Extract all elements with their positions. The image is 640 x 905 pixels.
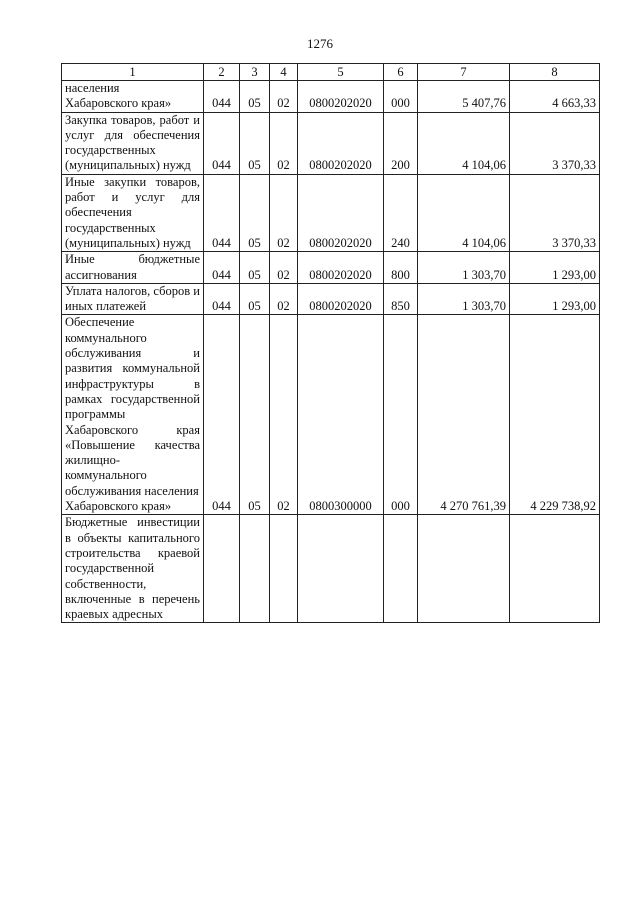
header-col-7: 7: [418, 64, 510, 81]
row-section: 05: [240, 81, 270, 113]
row-target-code: [298, 515, 384, 623]
row-amount-2: 4 663,33: [510, 81, 600, 113]
row-name: Уплата налогов, сборов и иных платежей: [62, 283, 204, 315]
row-subsection: 02: [270, 174, 298, 251]
row-ministry-code: 044: [204, 112, 240, 174]
row-expense-type: 000: [384, 315, 418, 515]
budget-table: [61, 63, 600, 623]
row-amount-2: 3 370,33: [510, 174, 600, 251]
header-col-4: 4: [270, 64, 298, 81]
row-subsection: 02: [270, 252, 298, 284]
table-row: [62, 81, 600, 113]
header-col-1: 1: [62, 64, 204, 81]
row-section: 05: [240, 112, 270, 174]
row-subsection: 02: [270, 81, 298, 113]
row-name: Иные закупки товаров, работ и услуг для обеспечения государственных (муниципальных) нужд: [62, 174, 204, 251]
row-subsection: [270, 515, 298, 623]
row-expense-type: 240: [384, 174, 418, 251]
row-name: населения Хабаровского края»: [62, 81, 204, 113]
table-row: [62, 515, 600, 623]
row-section: [240, 515, 270, 623]
header-col-3: 3: [240, 64, 270, 81]
table-row: [62, 252, 600, 284]
row-section: 05: [240, 252, 270, 284]
table-row: [62, 315, 600, 515]
row-subsection: 02: [270, 315, 298, 515]
row-target-code: 0800202020: [298, 174, 384, 251]
row-expense-type: [384, 515, 418, 623]
row-amount-1: 4 104,06: [418, 112, 510, 174]
row-ministry-code: 044: [204, 174, 240, 251]
row-section: 05: [240, 315, 270, 515]
header-col-6: 6: [384, 64, 418, 81]
row-amount-1: 4 270 761,39: [418, 315, 510, 515]
table-row: [62, 174, 600, 251]
row-amount-1: 1 303,70: [418, 252, 510, 284]
row-ministry-code: 044: [204, 315, 240, 515]
row-name: Иные бюджетные ассигнования: [62, 252, 204, 284]
row-ministry-code: [204, 515, 240, 623]
row-ministry-code: 044: [204, 81, 240, 113]
row-subsection: 02: [270, 112, 298, 174]
row-amount-2: 3 370,33: [510, 112, 600, 174]
row-section: 05: [240, 174, 270, 251]
header-col-2: 2: [204, 64, 240, 81]
row-subsection: 02: [270, 283, 298, 315]
row-amount-2: [510, 515, 600, 623]
table-row: [62, 112, 600, 174]
row-target-code: 0800202020: [298, 283, 384, 315]
row-amount-1: [418, 515, 510, 623]
row-name: Бюджетные инвестиции в объекты капитального строительства краевой государственной собственности, включенные в перечень краевых адресных: [62, 515, 204, 623]
row-name: Закупка товаров, работ и услуг для обеспечения государственных (муниципальных) нужд: [62, 112, 204, 174]
row-expense-type: 800: [384, 252, 418, 284]
row-expense-type: 000: [384, 81, 418, 113]
page-number: 1276: [307, 36, 333, 51]
header-col-8: 8: [510, 64, 600, 81]
table-row: [62, 283, 600, 315]
row-target-code: 0800202020: [298, 81, 384, 113]
row-name: Обеспечение коммунального обслуживания и развития коммунальной инфраструктуры в рамках государственной программы Хабаровского края «Повышение качества жилищно-коммунального обслуживания населения Хабаровского края»: [62, 315, 204, 515]
table-header-row: [62, 64, 600, 81]
row-expense-type: 850: [384, 283, 418, 315]
row-target-code: 0800300000: [298, 315, 384, 515]
row-amount-2: 1 293,00: [510, 252, 600, 284]
row-amount-1: 4 104,06: [418, 174, 510, 251]
header-col-5: 5: [298, 64, 384, 81]
row-amount-2: 1 293,00: [510, 283, 600, 315]
row-ministry-code: 044: [204, 252, 240, 284]
row-target-code: 0800202020: [298, 112, 384, 174]
row-amount-1: 1 303,70: [418, 283, 510, 315]
row-ministry-code: 044: [204, 283, 240, 315]
row-amount-2: 4 229 738,92: [510, 315, 600, 515]
row-target-code: 0800202020: [298, 252, 384, 284]
row-section: 05: [240, 283, 270, 315]
row-expense-type: 200: [384, 112, 418, 174]
row-amount-1: 5 407,76: [418, 81, 510, 113]
